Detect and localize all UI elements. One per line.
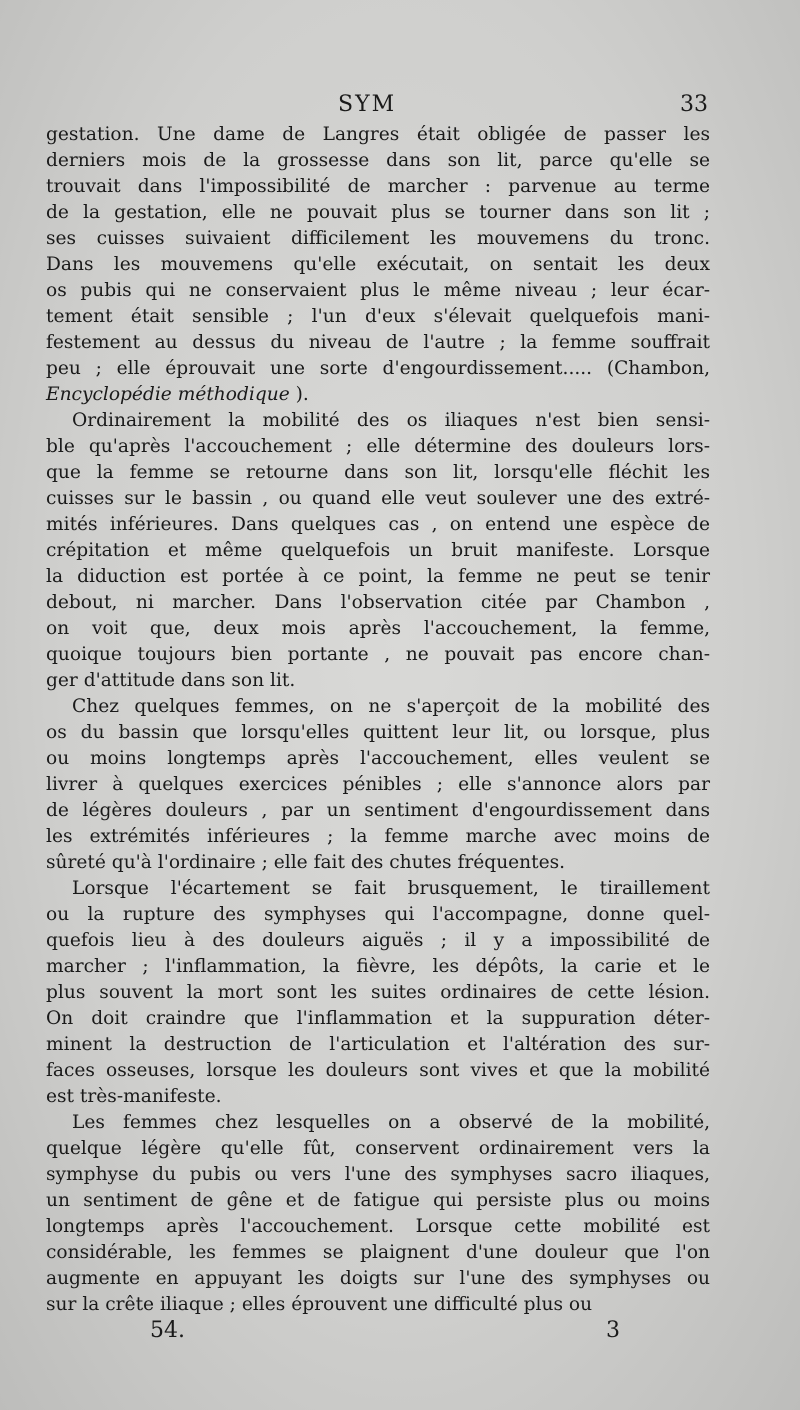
- running-head: SYM: [338, 92, 397, 117]
- text-line: marcher ; l'inflammation, la fièvre, les dépôts, la carie et le: [46, 956, 710, 977]
- page-number: 33: [680, 92, 708, 117]
- text-line: tement était sensible ; l'un d'eux s'élevait quelquefois mani-: [46, 306, 710, 327]
- text-line: Chez quelques femmes, on ne s'aperçoit de la mobilité des: [72, 696, 710, 717]
- text-line: ses cuisses suivaient difficilement les mouvemens du tronc.: [46, 228, 710, 249]
- text-line: est très-manifeste.: [46, 1086, 222, 1107]
- text-line: crépitation et même quelquefois un bruit manifeste. Lorsque: [46, 540, 710, 561]
- text-line: os du bassin que lorsqu'elles quittent leur lit, ou lorsque, plus: [46, 722, 710, 743]
- text-line: trouvait dans l'impossibilité de marcher : parvenue au terme: [46, 176, 710, 197]
- paragraph: [46, 876, 710, 1110]
- paragraph: [46, 694, 710, 876]
- text-line: longtemps après l'accouchement. Lorsque cette mobilité est: [46, 1216, 710, 1237]
- signature-number: 3: [606, 1318, 620, 1343]
- text-line: gestation. Une dame de Langres était obligée de passer les: [46, 124, 710, 145]
- text-line: quelque légère qu'elle fût, conservent ordinairement vers la: [46, 1138, 710, 1159]
- text-line: quoique toujours bien portante , ne pouvait pas encore chan-: [46, 644, 710, 665]
- paragraph: [46, 1110, 710, 1318]
- text-line: mités inférieures. Dans quelques cas , on entend une espèce de: [46, 514, 710, 535]
- text-line: sûreté qu'à l'ordinaire ; elle fait des chutes fréquentes.: [46, 852, 566, 873]
- text-line: ble qu'après l'accouchement ; elle détermine des douleurs lors-: [46, 436, 710, 457]
- text-line: les extrémités inférieures ; la femme marche avec moins de: [46, 826, 710, 847]
- text-line: que la femme se retourne dans son lit, lorsqu'elle fléchit les: [46, 462, 710, 483]
- page-header: [48, 92, 708, 120]
- text-line: ou la rupture des symphyses qui l'accompagne, donne quel-: [46, 904, 710, 925]
- text-line: un sentiment de gêne et de fatigue qui persiste plus ou moins: [46, 1190, 710, 1211]
- page-footer: [150, 1318, 620, 1348]
- text-line: on voit que, deux mois après l'accouchement, la femme,: [46, 618, 710, 639]
- text-line: debout, ni marcher. Dans l'observation citée par Chambon ,: [46, 592, 710, 613]
- text-line: de légères douleurs , par un sentiment d'engourdissement dans: [46, 800, 710, 821]
- text-line: considérable, les femmes se plaignent d'une douleur que l'on: [46, 1242, 710, 1263]
- text-line: peu ; elle éprouvait une sorte d'engourdissement..... (Chambon,: [46, 358, 710, 379]
- text-line: livrer à quelques exercices pénibles ; elle s'annonce alors par: [46, 774, 710, 795]
- text-line: la diduction est portée à ce point, la femme ne peut se tenir: [46, 566, 710, 587]
- text-line: minent la destruction de l'articulation et l'altération des sur-: [46, 1034, 710, 1055]
- paragraph: [46, 122, 710, 408]
- text-line: Encyclopédie méthodique ).: [46, 384, 309, 405]
- text-line: Ordinairement la mobilité des os iliaques n'est bien sensi-: [72, 410, 710, 431]
- text-line: quefois lieu à des douleurs aiguës ; il y a impossibilité de: [46, 930, 710, 951]
- signature-mark: 54.: [150, 1318, 185, 1343]
- text-line: ger d'attitude dans son lit.: [46, 670, 296, 691]
- text-line: Dans les mouvemens qu'elle exécutait, on sentait les deux: [46, 254, 710, 275]
- text-line: Lorsque l'écartement se fait brusquement, le tiraillement: [72, 878, 710, 899]
- text-line: faces osseuses, lorsque les douleurs sont vives et que la mobilité: [46, 1060, 710, 1081]
- text-line: sur la crête iliaque ; elles éprouvent une difficulté plus ou: [46, 1294, 593, 1315]
- text-line: symphyse du pubis ou vers l'une des symphyses sacro iliaques,: [46, 1164, 710, 1185]
- citation-title: Encyclopédie méthodique: [46, 384, 290, 405]
- text-line: cuisses sur le bassin , ou quand elle veut soulever une des extré-: [46, 488, 710, 509]
- text-line: plus souvent la mort sont les suites ordinaires de cette lésion.: [46, 982, 710, 1003]
- text-line: os pubis qui ne conservaient plus le même niveau ; leur écar-: [46, 280, 710, 301]
- text-line: augmente en appuyant les doigts sur l'une des symphyses ou: [46, 1268, 710, 1289]
- text-line: de la gestation, elle ne pouvait plus se tourner dans son lit ;: [46, 202, 710, 223]
- text-line: derniers mois de la grossesse dans son lit, parce qu'elle se: [46, 150, 710, 171]
- text-line: Les femmes chez lesquelles on a observé de la mobilité,: [72, 1112, 710, 1133]
- text-line: ou moins longtemps après l'accouchement, elles veulent se: [46, 748, 710, 769]
- paragraph: [46, 408, 710, 694]
- body-text: [46, 122, 710, 1318]
- text-line: On doit craindre que l'inflammation et la suppuration déter-: [46, 1008, 710, 1029]
- text-line: festement au dessus du niveau de l'autre ; la femme souffrait: [46, 332, 710, 353]
